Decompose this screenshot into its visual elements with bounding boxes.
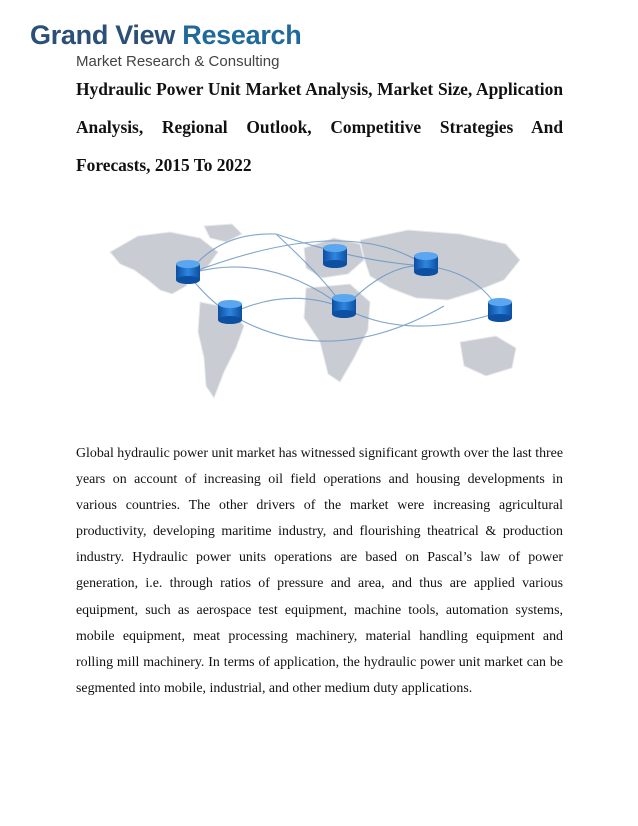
company-logo [30,20,301,71]
report-summary-paragraph: Global hydraulic power unit market has witnessed significant growth over the last three years on account of increasing oil field operations and housing developments in various countries. The other drivers of the market were increasing agricultural productivity, developing maritime industry, and flourishing theatrical & production industry. Hydraulic power units operations are based on Pascal’s law of power generation, i.e. through ratios of pressure and area, and thus are applied various equipment, such as aerospace test equipment, machine tools, automation systems, mobile equipment, meat processing machinery, material handling equipment and rolling mill machinery. In terms of application, the hydraulic power unit market can be segmented into mobile, industrial, and other medium duty applications. [76,446,563,696]
logo-word-research: Research [182,20,302,50]
world-network-map-image [108,222,528,408]
north-america-shape [110,232,218,294]
logo-word-grand-view: Grand View [30,20,176,50]
australia-shape [460,336,516,376]
database-node-south-america [218,300,242,324]
database-node-asia [414,252,438,276]
database-node-north-america [176,260,200,284]
database-node-europe [332,294,356,318]
report-title: Hydraulic Power Unit Market Analysis, Market Size, Application Analysis, Regional Outlook, Competitive Strategies And Forecasts, 2015 To 2022 [76,79,563,175]
database-node-oceania [488,298,512,322]
continents [110,224,520,398]
logo-wordmark [30,20,301,50]
logo-tagline: Market Research & Consulting [76,53,280,70]
asia-shape [360,230,520,300]
database-node-arctic [323,244,347,268]
